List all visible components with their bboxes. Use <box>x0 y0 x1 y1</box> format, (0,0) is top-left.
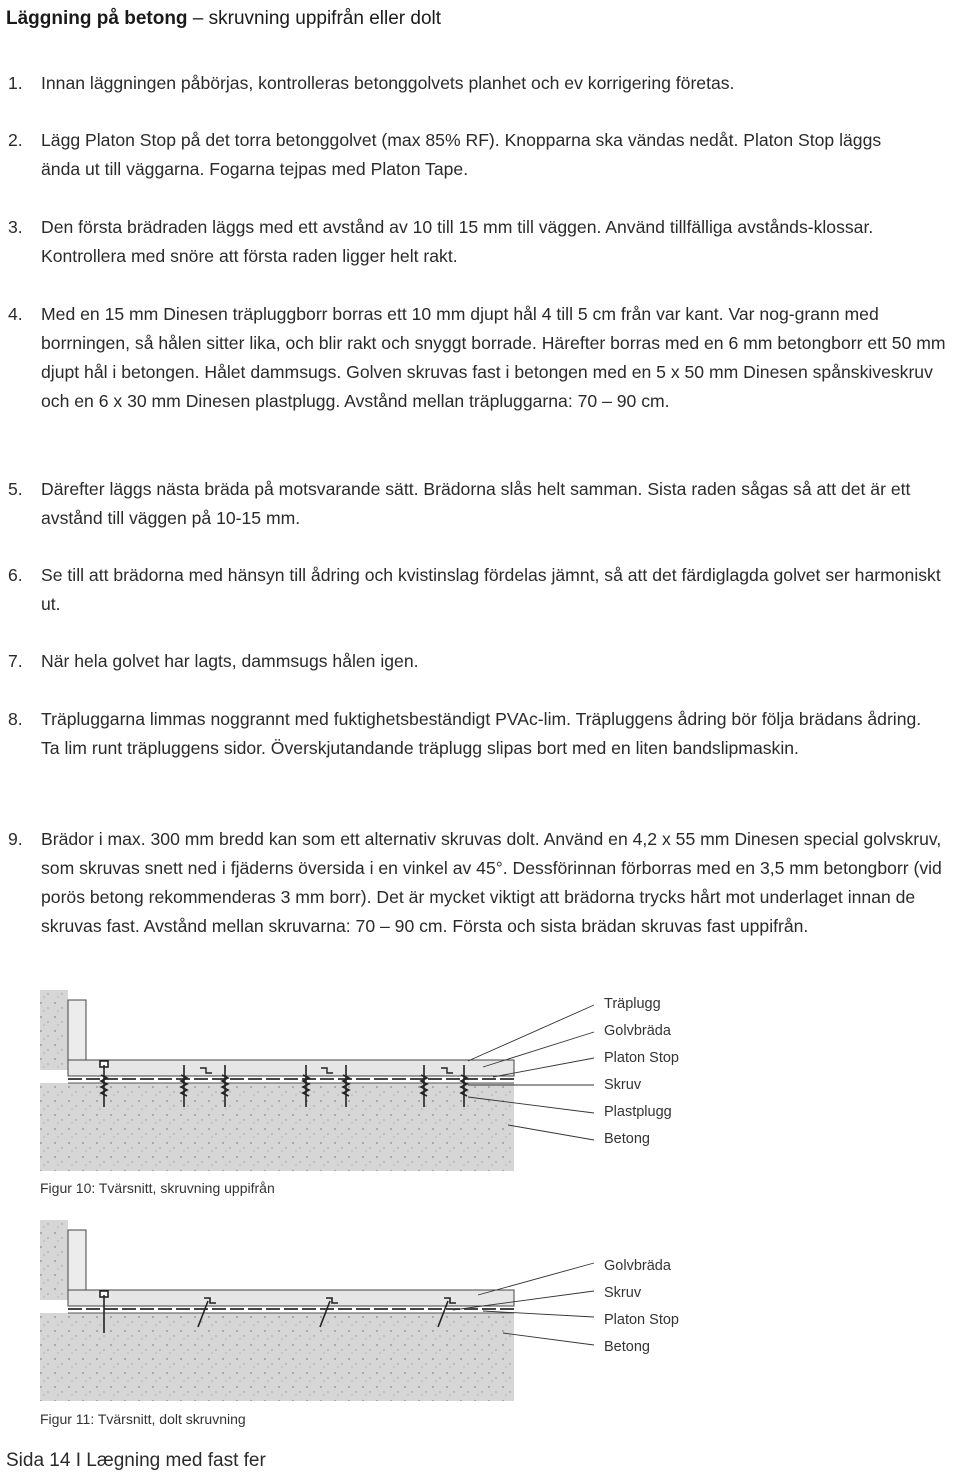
step-8 <box>8 705 958 763</box>
page-footer: Sida 14 I Lægning med fast fer <box>6 1450 266 1471</box>
step-text: Innan läggningen påbörjas, kontrolleras betonggolvets planhet och ev korrigering företas. <box>41 73 735 93</box>
label-golvbrada: Golvbräda <box>604 1023 671 1039</box>
step-7 <box>8 647 958 676</box>
label-traplugg: Träplugg <box>604 996 661 1012</box>
label-skruv: Skruv <box>604 1285 642 1301</box>
label-plastplugg: Plastplugg <box>604 1104 672 1120</box>
step-number: 6. <box>8 565 23 585</box>
step-9 <box>8 825 958 941</box>
label-golvbrada: Golvbräda <box>604 1258 671 1274</box>
figure-11-cross-section <box>38 1215 598 1405</box>
step-4 <box>8 300 958 416</box>
figure-10-cross-section <box>38 985 598 1175</box>
step-text: Se till att brädorna med hänsyn till ådring och kvistinslag fördelas jämnt, så att det färdiglagda golvet ser harmoniskt ut. <box>41 565 941 614</box>
step-3 <box>8 213 958 271</box>
step-number: 2. <box>8 130 23 150</box>
title-dash: – <box>187 8 209 29</box>
wall <box>40 990 68 1070</box>
step-text: Den första brädraden läggs med ett avstånd av 10 till 15 mm till väggen. Använd tillfälliga avstånds-klossar. Kontrollera med snöre att första raden ligger helt rakt. <box>41 217 874 266</box>
title-bold: Läggning på betong <box>6 8 188 29</box>
step-5 <box>8 475 958 533</box>
label-betong: Betong <box>604 1339 650 1355</box>
step-number: 4. <box>8 304 23 324</box>
label-platon-stop: Platon Stop <box>604 1312 679 1328</box>
label-skruv: Skruv <box>604 1077 642 1093</box>
step-2 <box>8 126 958 184</box>
label-platon-stop: Platon Stop <box>604 1050 679 1066</box>
wall-skirting <box>68 1000 86 1060</box>
step-6 <box>8 561 958 619</box>
wall-skirting <box>68 1230 86 1290</box>
title-rest: skruvning uppifrån eller dolt <box>208 8 442 29</box>
step-number: 7. <box>8 651 23 671</box>
step-text: Lägg Platon Stop på det torra betonggolvet (max 85% RF). Knopparna ska vändas nedåt. Platon Stop läggs ända ut till väggarna. Fogarna tejpas med Platon Tape. <box>41 130 882 179</box>
step-number: 3. <box>8 217 23 237</box>
step-number: 5. <box>8 479 23 499</box>
figure-10-caption: Figur 10: Tvärsnitt, skruvning uppifrån <box>40 1180 275 1196</box>
step-text: Brädor i max. 300 mm bredd kan som ett alternativ skruvas dolt. Använd en 4,2 x 55 mm Dinesen special golvskruv, som skruvas snett ned i fjäderns översida i en vinkel av 45°. Dessförinnan förborras med en 3,5 mm betongborr (vid porös betong rekommenderas 3 mm borr). Det är mycket viktigt att brädorna trycks hårt mot underlaget innan de skruvas fast. Avstånd mellan skruvarna: 70 – 90 cm. Första och sista brädan skruvas fast uppifrån. <box>41 829 942 936</box>
figure-11-caption: Figur 11: Tvärsnitt, dolt skruvning <box>40 1411 246 1427</box>
page-title <box>6 8 441 30</box>
step-text: Träpluggarna limmas noggrannt med fuktighetsbeständigt PVAc-lim. Träpluggens ådring bör följa brädans ådring. Ta lim runt träpluggens sidor. Överskjutandande träplugg slipas bort med en liten bandslipmaskin. <box>41 709 922 758</box>
label-betong: Betong <box>604 1131 650 1147</box>
concrete-slab <box>40 1083 514 1171</box>
step-number: 9. <box>8 829 23 849</box>
step-text: När hela golvet har lagts, dammsugs hålen igen. <box>41 651 419 671</box>
step-text: Därefter läggs nästa bräda på motsvarande sätt. Brädorna slås helt samman. Sista raden sågas så att det är ett avstånd till väggen på 10-15 mm. <box>41 479 911 528</box>
step-text: Med en 15 mm Dinesen träpluggborr borras ett 10 mm djupt hål 4 till 5 cm från var kant. Var nog-grann med borrningen, så hålen sitter lika, och blir rakt och snyggt borrade. Härefter borras med en 6 mm betongborr ett 50 mm djupt hål i betongen. Hålet dammsugs. Golven skruvas fast i betongen med en 5 x 50 mm Dinesen spånskiveskruv och en 6 x 30 mm Dinesen plastplugg. Avstånd mellan träpluggarna: 70 – 90 cm. <box>41 304 946 411</box>
step-number: 8. <box>8 709 23 729</box>
step-1 <box>8 69 958 98</box>
step-number: 1. <box>8 73 23 93</box>
wall <box>40 1220 68 1300</box>
concrete-slab <box>40 1313 514 1401</box>
